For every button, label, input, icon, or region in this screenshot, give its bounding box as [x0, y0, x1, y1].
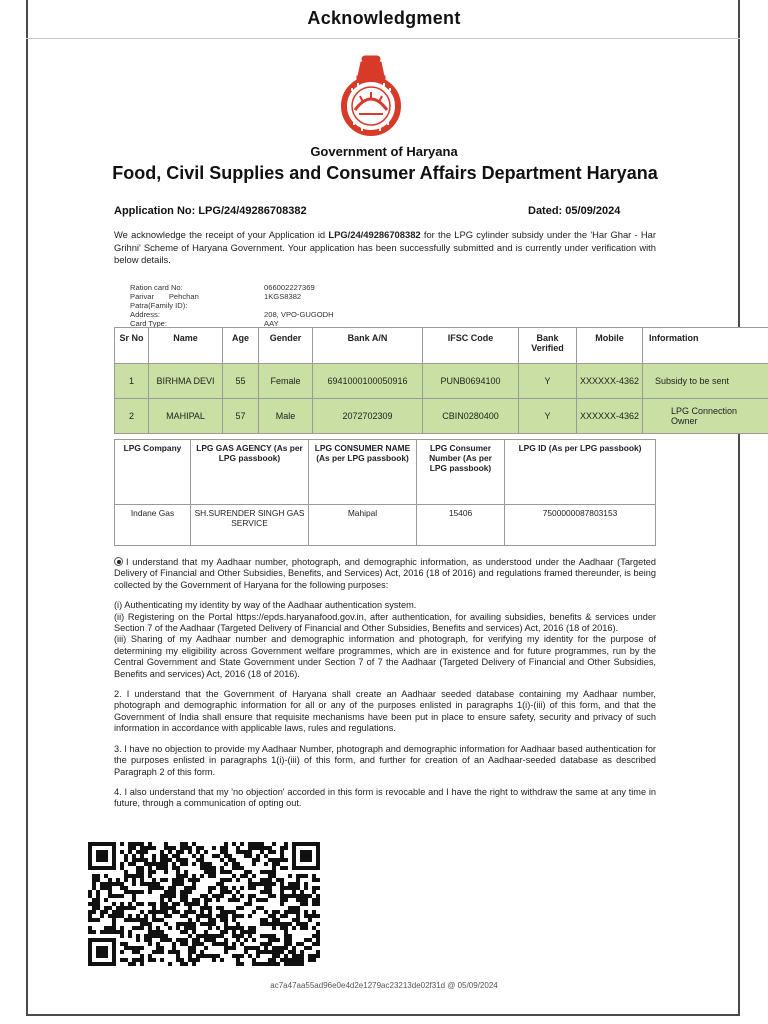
lpg-details-table	[114, 439, 656, 546]
table-cell: Y	[519, 364, 577, 399]
ration-label: Parivar Pehchan	[130, 292, 199, 301]
table-cell: XXXXXX-4362	[577, 364, 643, 399]
table-row	[115, 505, 656, 546]
table-cell: 2072702309	[313, 399, 423, 434]
consent-radio[interactable]	[114, 557, 123, 566]
table-cell: Indane Gas	[115, 505, 191, 546]
table-cell: 1	[115, 364, 149, 399]
ration-value: 208, VPO-GUGODH	[264, 310, 334, 319]
table-cell: LPG Connection Owner	[643, 399, 768, 434]
column-header: LPG Consumer Number (As per LPG passbook)	[417, 440, 505, 505]
column-header: Mobile	[577, 328, 643, 364]
column-header: Gender	[259, 328, 313, 364]
header-divider	[26, 38, 740, 39]
table-cell: 6941000100050916	[313, 364, 423, 399]
column-header: Bank A/N	[313, 328, 423, 364]
table-cell: Male	[259, 399, 313, 434]
consent-paragraph: (ii) Registering on the Portal https://epds.haryanafood.gov.in, after authentication, for availing subsidies, benefits & services under Section 7 of the Aadhaar (Targeted Delivery of Financial and Other Subsidies, Benefits and services) Act, 2016 (18 of 2016).	[114, 611, 656, 634]
family-members-table	[114, 327, 768, 434]
table-cell: MAHIPAL	[149, 399, 223, 434]
acknowledgement-paragraph	[114, 229, 656, 267]
table-cell: 57	[223, 399, 259, 434]
column-header: LPG ID (As per LPG passbook)	[505, 440, 656, 505]
table-cell: XXXXXX-4362	[577, 399, 643, 434]
table-cell: SH.SURENDER SINGH GAS SERVICE	[191, 505, 309, 546]
column-header: Information	[643, 328, 768, 364]
application-date: Dated: 05/09/2024	[528, 205, 621, 217]
page-title: Acknowledgment	[307, 8, 461, 28]
table-cell: 2	[115, 399, 149, 434]
ration-label: Card Type:	[130, 319, 168, 328]
consent-paragraph: 3. I have no objection to provide my Aadhaar Number, photograph and demographic information for Aadhaar based authentication for the purposes enlisted in paragraphs 1(i)-(iii) of this form, and further for creation of an Aadhaar-seeded database as described Paragraph 2 of this form.	[114, 743, 656, 777]
application-number: Application No: LPG/24/49286708382	[114, 205, 307, 217]
ration-value: 1KGS8382	[264, 292, 302, 301]
consent-paragraph: 2. I understand that the Government of Haryana shall create an Aadhaar seeded database containing my Aadhaar number, photograph and demographic information for all or any of the purposes enlisted in paragraphs 1(i)-(iii) of this form, and that the Government of India shall ensure that requisite mechanisms have been put in place to ensure safety, security and privacy of such information in accordance with applicable laws, rules and regulations.	[114, 689, 656, 734]
intro-text-start: We acknowledge the receipt of your Application id	[114, 229, 329, 240]
table-header-row	[115, 440, 656, 505]
table-cell: PUNB0694100	[423, 364, 519, 399]
column-header: IFSC Code	[423, 328, 519, 364]
column-header: Age	[223, 328, 259, 364]
ration-value: 066002227369	[264, 283, 315, 292]
intro-text-end: for the LPG cylinder subsidy under the 'Har Ghar - Har Grihni' Scheme of Haryana Government. Your application has been successfully submitted and is currently under verification with below details.	[114, 229, 656, 265]
consent-paragraph: 4. I also understand that my 'no objection' accorded in this form is revocable and I have the right to withdraw the same at any time in future, through a communication of opting out.	[114, 786, 656, 809]
table-cell: Subsidy to be sent	[643, 364, 768, 399]
table-cell: 7500000087803153	[505, 505, 656, 546]
table-cell: 55	[223, 364, 259, 399]
aadhaar-consent-section	[114, 557, 656, 819]
column-header: LPG CONSUMER NAME (As per LPG passbook)	[309, 440, 417, 505]
column-header: Name	[149, 328, 223, 364]
table-row	[115, 364, 768, 399]
ration-label: Patra(Family ID):	[130, 301, 188, 310]
verification-hash: ac7a47aa55ad96e0e4d2e1279ac23213de02f31d @ 05/09/2024	[270, 981, 498, 990]
column-header: LPG GAS AGENCY (As per LPG passbook)	[191, 440, 309, 505]
column-header: LPG Company	[115, 440, 191, 505]
table-header-row	[115, 328, 768, 364]
table-row	[115, 399, 768, 434]
consent-paragraph: (iii) Sharing of my Aadhaar number and demographic information and photograph, for verifying my identity for the purpose of determining my eligibility across Government welfare programmes, which are in existence and for future programmes, run by the Central Government and State Government under Section 7 of 7 the Aadhaar (Targeted Delivery of Financial and Other Subsidies, Benefits and services) Act, 2016 (18 of 2016).	[114, 634, 656, 679]
column-header: Bank Verified	[519, 328, 577, 364]
table-cell: Y	[519, 399, 577, 434]
qr-code-icon	[88, 842, 320, 966]
ration-value: AAY	[264, 319, 279, 328]
intro-application-id: LPG/24/49286708382	[328, 229, 421, 240]
table-cell: BIRHMA DEVI	[149, 364, 223, 399]
table-cell: CBIN0280400	[423, 399, 519, 434]
ration-label: Address:	[130, 310, 160, 319]
department-title: Food, Civil Supplies and Consumer Affairs Department Haryana	[112, 163, 658, 183]
table-cell: 15406	[417, 505, 505, 546]
consent-paragraph	[114, 557, 656, 591]
column-header: Sr No	[115, 328, 149, 364]
haryana-emblem-icon	[321, 54, 421, 136]
government-name: Government of Haryana	[310, 144, 458, 159]
table-cell: Female	[259, 364, 313, 399]
consent-paragraph: (i) Authenticating my identity by way of the Aadhaar authentication system.	[114, 600, 417, 611]
table-cell: Mahipal	[309, 505, 417, 546]
ration-label: Ration card No:	[130, 283, 183, 292]
consent-text: I understand that my Aadhaar number, photograph, and demographic information, as understood under the Aadhaar (Targeted Delivery of Financial and Other Subsidies, Benefits, and Services) Act, 2016 (18 of 2016) and regulations framed thereunder, is being collected by the Government of Haryana for the following purposes:	[114, 557, 656, 590]
